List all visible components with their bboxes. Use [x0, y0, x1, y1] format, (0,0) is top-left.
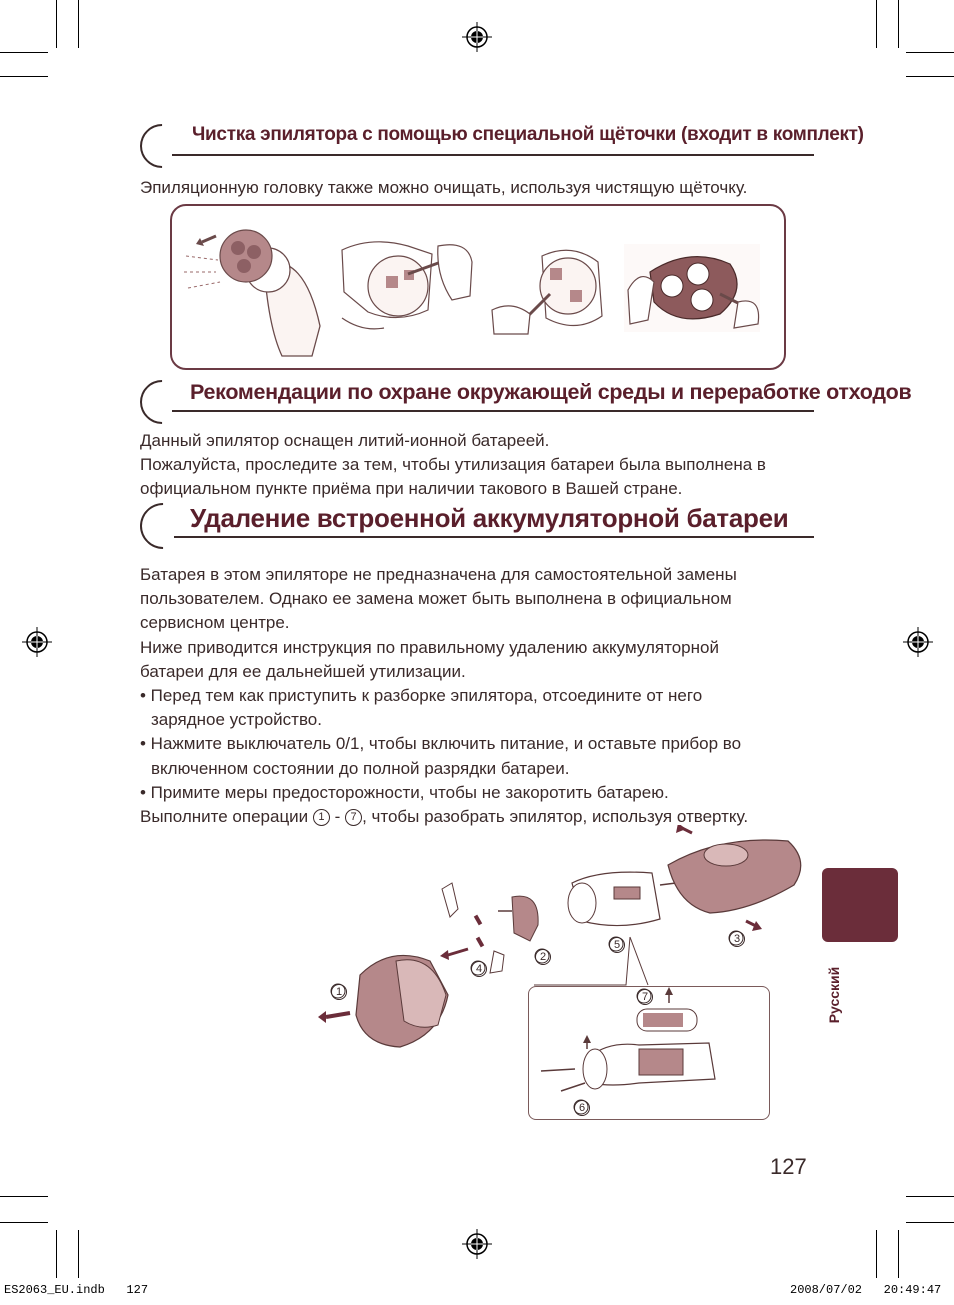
- heading-title: Чистка эпилятора с помощью специальной щёточки (входит в комплект): [192, 124, 864, 145]
- step-number-2: 2: [535, 949, 551, 965]
- section-heading-brush: [140, 124, 864, 170]
- battery-intro-line: сервисном центре.: [140, 613, 290, 633]
- battery-instructions: [140, 563, 810, 829]
- brush-cleaning-step-4-drawing: [624, 244, 760, 332]
- step-from-number: 1: [313, 809, 330, 826]
- footer-datetime: 2008/07/02 20:49:47: [790, 1283, 942, 1297]
- steps-suffix: , чтобы разобрать эпилятор, используя отвертку.: [362, 807, 749, 827]
- step-number-5: 5: [609, 937, 625, 953]
- battery-intro-line: Ниже приводится инструкция по правильному удалению аккумуляторной: [140, 637, 719, 657]
- step-number-1: 1: [331, 984, 347, 1000]
- environment-line: Данный эпилятор оснащен литий-ионной батареей.: [140, 431, 550, 450]
- brush-cleaning-step-2-drawing: [342, 242, 472, 329]
- battery-intro-line: пользователем. Однако ее замена может быть выполнена в официальном: [140, 589, 732, 609]
- section-heading-environment: [140, 380, 912, 426]
- heading-title: Рекомендации по охране окружающей среды и переработке отходов: [190, 380, 912, 404]
- bullet-item: • Нажмите выключатель 0/1, чтобы включить питание, и оставьте прибор во включенном состоянии до полной разрядки батареи.: [140, 734, 742, 778]
- battery-removal-drawing: [529, 987, 769, 1119]
- brush-cleaning-illustration: [170, 204, 786, 370]
- brush-cleaning-step-3-drawing: [492, 250, 602, 334]
- heading-circle-icon: [131, 115, 193, 177]
- footer-file-info: ES2063_EU.indb 127: [4, 1283, 149, 1297]
- heading-circle-icon: [130, 493, 195, 558]
- battery-intro-line: Батарея в этом эпиляторе не предназначена для самостоятельной замены: [140, 565, 737, 584]
- heading-title: Удаление встроенной аккумуляторной батареи: [190, 503, 789, 533]
- section-heading-battery: [140, 503, 814, 551]
- steps-prefix: Выполните операции: [140, 807, 309, 827]
- step-number-3: 3: [729, 931, 745, 947]
- step-number-7: 7: [637, 989, 653, 1005]
- heading-circle-icon: [131, 371, 193, 433]
- bullet-item: • Перед тем как приступить к разборке эпилятора, отсоедините от него зарядное устройство.: [140, 686, 703, 730]
- steps-dash: -: [334, 807, 341, 827]
- language-tab: [822, 868, 898, 942]
- brush-description: Эпиляционную головку также можно очищать, используя чистящую щёточку.: [140, 178, 748, 197]
- brush-cleaning-drawings: [172, 206, 784, 368]
- body-frame-part: [568, 872, 676, 925]
- language-label: Русский: [826, 966, 842, 1024]
- registration-mark-top: [462, 22, 492, 52]
- registration-mark-right: [903, 627, 933, 657]
- back-cover-part: [668, 825, 801, 931]
- step-number-4: 4: [471, 961, 487, 977]
- battery-intro-line: батареи для ее дальнейшей утилизации.: [140, 661, 466, 681]
- heading-rule: [172, 410, 814, 412]
- epilator-head-removal-drawing: [184, 230, 320, 356]
- heading-rule: [172, 154, 814, 156]
- bullet-item: • Примите меры предосторожности, чтобы не закоротить батарею.: [140, 782, 669, 802]
- environment-line: Пожалуйста, проследите за тем, чтобы утилизация батареи была выполнена в: [140, 455, 766, 475]
- small-parts: [440, 883, 538, 973]
- battery-removal-inset: [528, 986, 770, 1120]
- heading-rule: [174, 536, 814, 538]
- page-number: 127: [770, 1154, 807, 1179]
- registration-mark-left: [22, 627, 52, 657]
- environment-text: [140, 429, 820, 502]
- environment-line: официальном пункте приёма при наличии такового в Вашей стране.: [140, 479, 683, 499]
- epilator-head-part: [318, 955, 448, 1047]
- step-number-6: 6: [574, 1100, 590, 1116]
- registration-mark-bottom: [462, 1229, 492, 1259]
- step-to-number: 7: [345, 809, 362, 826]
